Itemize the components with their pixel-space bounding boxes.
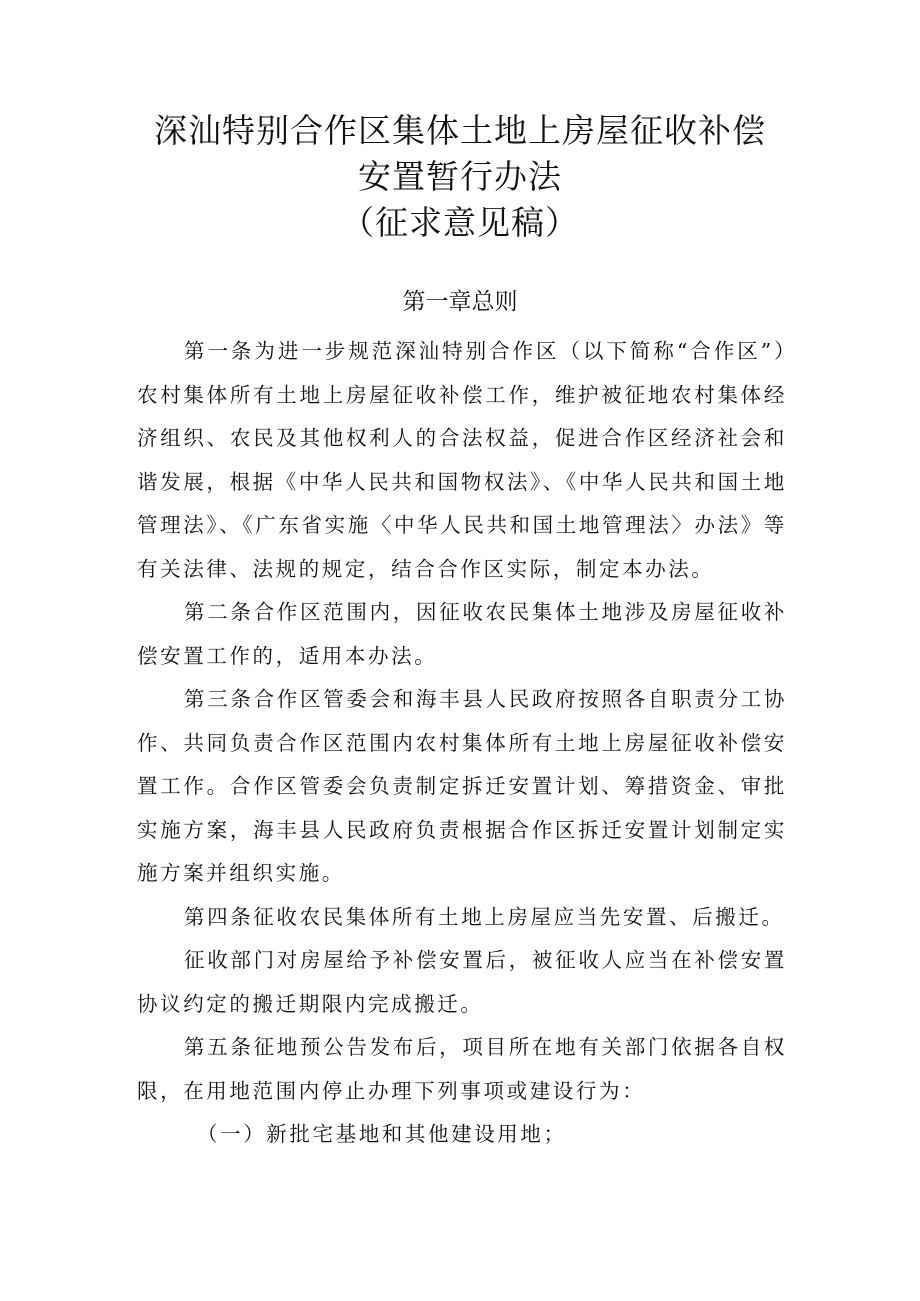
article-1: 第一条为进一步规范深汕特别合作区（以下简称“合作区”）农村集体所有土地上房屋征收补偿工作，维护被征地农村集体经济组织、农民及其他权利人的合法权益，促进合作区经济社会和谐发展，根据《中华人民共和国物权法》、《中华人民共和国土地管理法》、《广东省实施〈中华人民共和国土地管理法〉办法》等有关法律、法规的规定，结合合作区实际，制定本办法。 [137, 339, 787, 581]
document-title [0, 108, 920, 246]
article-4: 第四条征收农民集体所有土地上房屋应当先安置、后搬迁。 [184, 904, 785, 929]
article-5-item-1: （一）新批宅基地和其他建设用地； [197, 1122, 567, 1146]
title-line-3: （征求意见稿） [341, 203, 579, 242]
title-line-1: 深汕特别合作区集体土地上房屋征收补偿 [154, 111, 766, 150]
article-3: 第三条合作区管委会和海丰县人民政府按照各自职责分工协作、共同负责合作区范围内农村集体所有土地上房屋征收补偿安置工作。合作区管委会负责制定拆迁安置计划、筹措资金、审批实施方案，海丰县人民政府负责根据合作区拆迁安置计划制定实施方案并组织实施。 [137, 687, 787, 885]
document-body [137, 330, 787, 1157]
article-5: 第五条征地预公告发布后，项目所在地有关部门依据各自权限，在用地范围内停止办理下列事项或建设行为： [137, 1035, 787, 1103]
article-4-clause: 征收部门对房屋给予补偿安置后，被征收人应当在补偿安置协议约定的搬迁期限内完成搬迁。 [137, 948, 787, 1016]
chapter-heading: 第一章总则 [402, 289, 518, 315]
title-line-2: 安置暂行办法 [358, 157, 562, 196]
article-2: 第二条合作区范围内，因征收农民集体土地涉及房屋征收补偿安置工作的，适用本办法。 [137, 600, 787, 668]
